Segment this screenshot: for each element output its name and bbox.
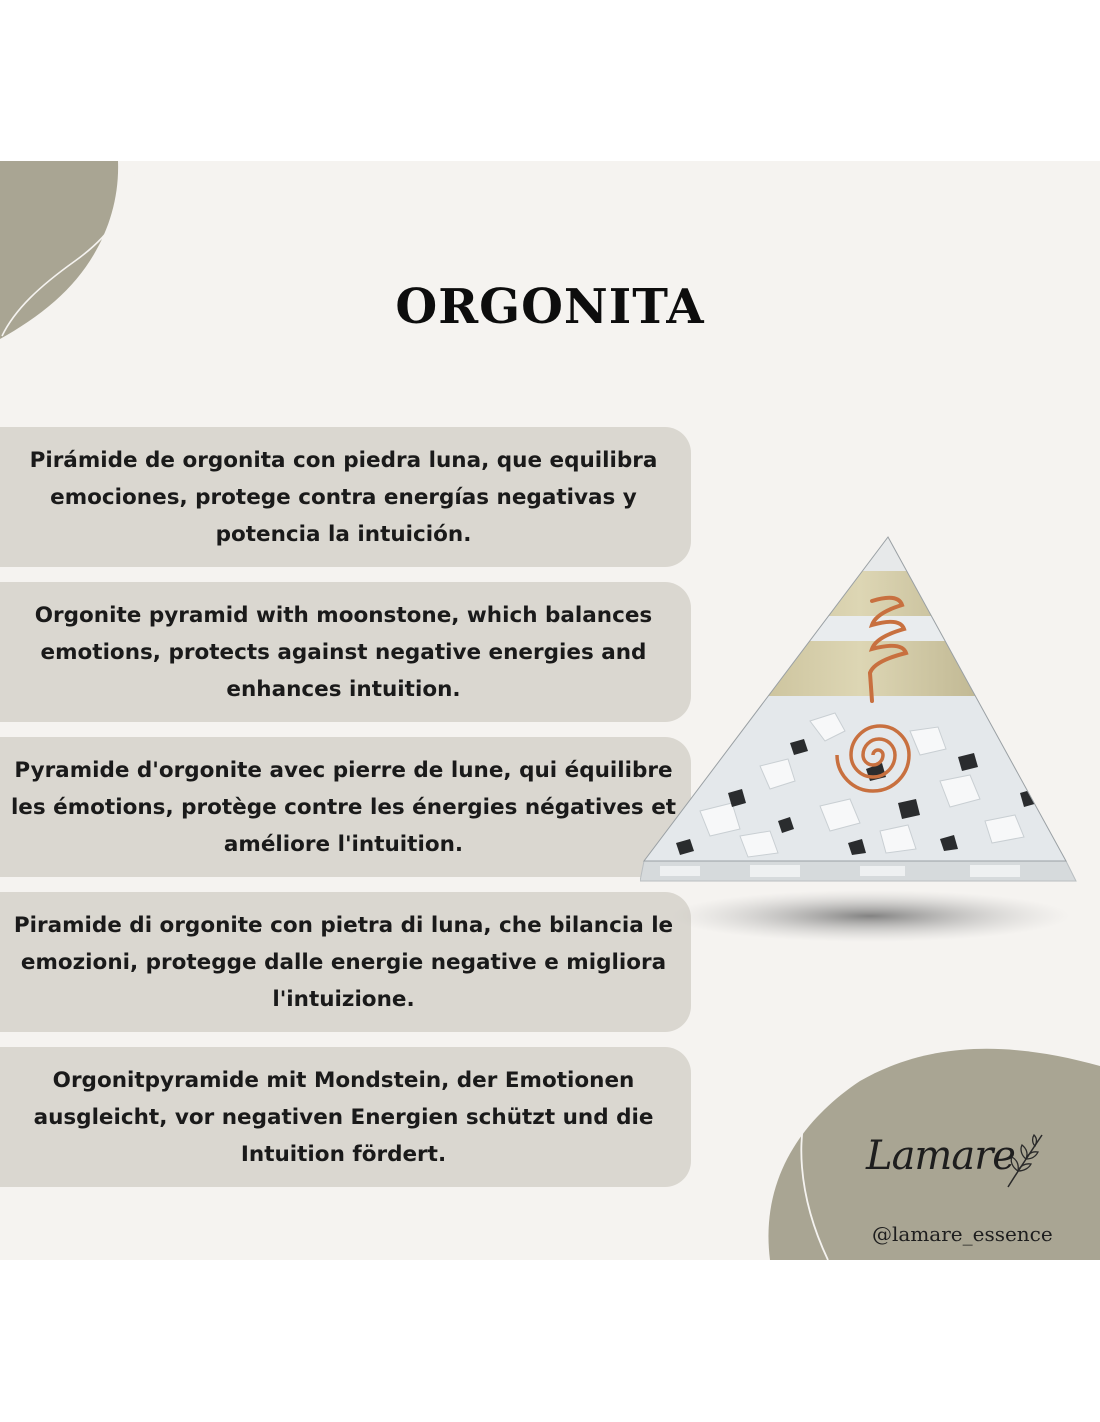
page-title: ORGONITA <box>395 279 705 335</box>
description-panel-it <box>0 892 691 1032</box>
description-text-es: Pirámide de orgonita con piedra luna, que equilibra emociones, protege contra energías negativas y potencia la intuición. <box>29 447 658 547</box>
description-panel-de <box>0 1047 691 1187</box>
leaf-sprig-icon <box>1004 1131 1048 1191</box>
description-text-de: Orgonitpyramide mit Mondstein, der Emotionen ausgleicht, vor negativen Energien schützt und die Intuition fördert. <box>33 1067 654 1167</box>
description-text-en: Orgonite pyramid with moonstone, which balances emotions, protects against negative energies and enhances intuition. <box>34 602 653 702</box>
brand-logo: Lamare <box>866 1133 1015 1179</box>
social-handle: @lamare_essence <box>872 1222 1053 1246</box>
description-panel-en <box>0 582 691 722</box>
description-text-it: Piramide di orgonite con pietra di luna, che bilancia le emozioni, protegge dalle energie negative e migliora l'intuizione. <box>13 912 674 1012</box>
description-text-fr: Pyramide d'orgonite avec pierre de lune, qui équilibre les émotions, protège contre les énergies négatives et améliore l'intuition. <box>10 757 677 857</box>
product-card <box>0 161 1100 1260</box>
orgonite-pyramid-image <box>640 531 1080 951</box>
description-panel-fr <box>0 737 691 877</box>
description-panel-es <box>0 427 691 567</box>
